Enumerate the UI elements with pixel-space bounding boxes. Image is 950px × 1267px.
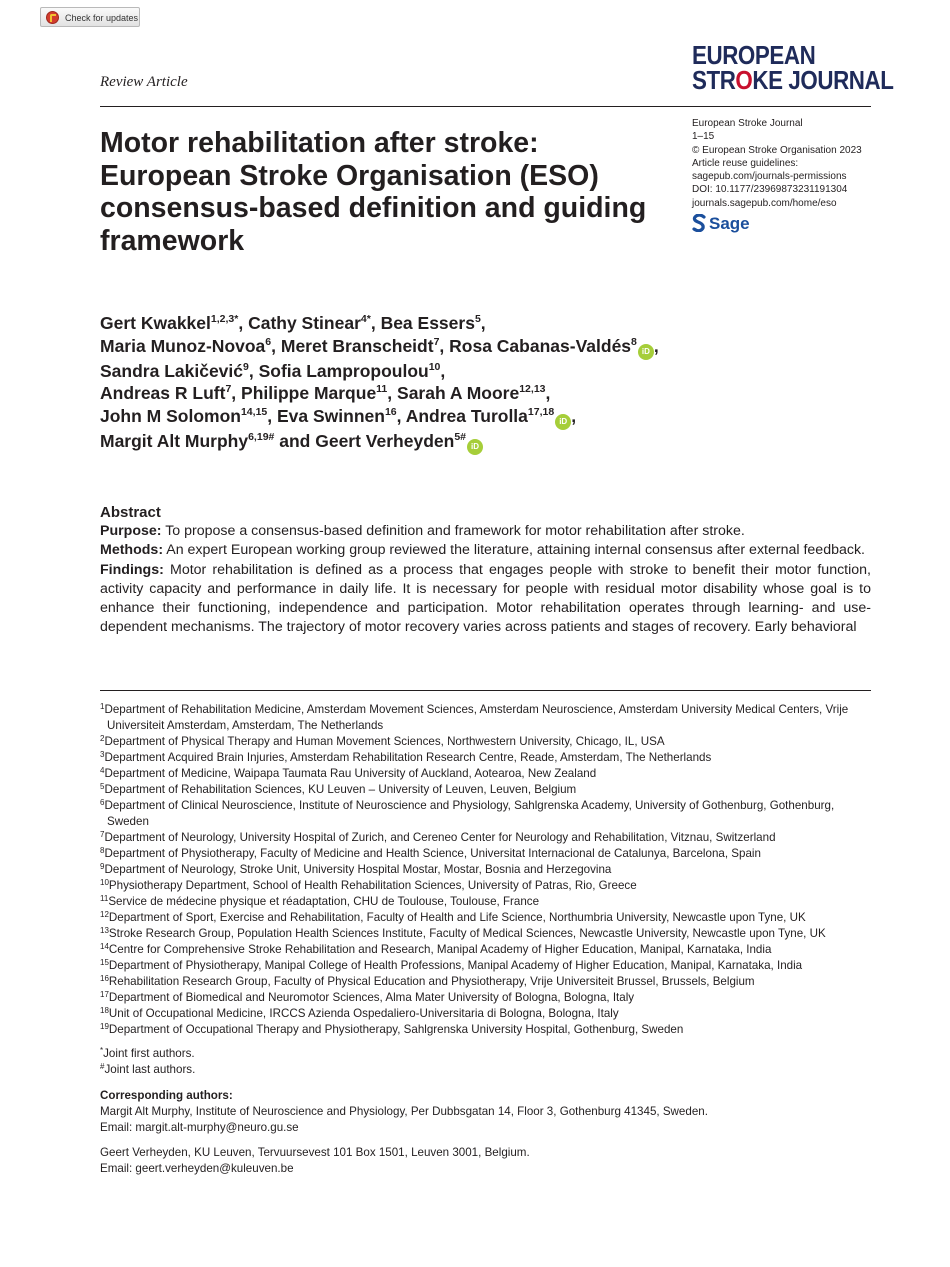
reuse-label: Article reuse guidelines: xyxy=(692,157,799,169)
author-separator: , xyxy=(480,313,486,333)
affiliation-number: 4 xyxy=(100,766,105,775)
author-affiliation-ref: 10 xyxy=(428,360,441,373)
publisher-logo xyxy=(692,214,750,234)
logo-part-a: STR xyxy=(692,65,736,95)
journal-logo xyxy=(692,40,894,95)
affiliation-item xyxy=(100,990,871,1006)
author-affiliation-ref: 16 xyxy=(384,405,397,418)
purpose-label: Purpose: xyxy=(100,523,162,540)
author-separator: and xyxy=(274,430,316,451)
author-separator: , xyxy=(231,383,242,404)
logo-part-red-o: O xyxy=(735,65,753,95)
orcid-icon[interactable]: iD xyxy=(638,344,654,360)
affiliation-text: Department of Physiotherapy, Faculty of Medicine and Health Science, Universitat Internacional de Catalunya, Barcelona, Spain xyxy=(104,847,761,860)
author-separator: , xyxy=(370,313,381,333)
author-affiliation-ref: 12,13 xyxy=(519,383,546,396)
affiliation-text: Stroke Research Group, Population Health Sciences Institute, Faculty of Medical Sciences, Newcastle University, Newcastle upon Tyne, UK xyxy=(108,927,826,940)
author-name: Andrea Turolla xyxy=(405,405,528,426)
affiliation-text: Department of Clinical Neuroscience, Institute of Neuroscience and Physiology, Sahlgrenska Academy, University of Gothenburg, Gothenburg, Sweden xyxy=(104,799,835,828)
article-title: Motor rehabilitation after stroke: European Stroke Organisation (ESO) consensus-based definition and guiding framework xyxy=(100,127,647,257)
author-line xyxy=(100,312,659,335)
affiliation-number: 7 xyxy=(100,830,105,839)
doi-link[interactable]: DOI: 10.1177/23969873231191304 xyxy=(692,184,848,196)
author-name: Cathy Stinear xyxy=(248,313,361,333)
affiliation-number: 13 xyxy=(100,926,109,935)
note-symbol: # xyxy=(100,1062,105,1071)
author-list xyxy=(100,312,659,455)
author-notes xyxy=(100,1046,195,1078)
article-type: Review Article xyxy=(100,74,188,90)
note-text: Joint last authors. xyxy=(104,1063,196,1076)
author-separator: , xyxy=(440,360,446,381)
author-name: Rosa Cabanas-Valdés xyxy=(449,335,632,356)
affiliation-text: Department of Occupational Therapy and Physiotherapy, Sahlgrenska University Hospital, Gothenburg, Sweden xyxy=(108,1023,684,1036)
corresponding-address-2: Geert Verheyden, KU Leuven, Tervuursevest 101 Box 1501, Leuven 3001, Belgium. xyxy=(100,1146,530,1159)
check-for-updates-label: Check for updates xyxy=(65,13,139,23)
author-separator: , xyxy=(571,405,577,426)
author-affiliation-ref: 9 xyxy=(243,360,249,373)
journal-home-link[interactable]: journals.sagepub.com/home/eso xyxy=(692,197,837,209)
purpose-text: To propose a consensus-based definition and framework for motor rehabilitation after stroke. xyxy=(165,523,745,540)
affiliation-item xyxy=(100,1006,871,1022)
check-for-updates-button[interactable] xyxy=(40,7,140,27)
author-separator: , xyxy=(238,313,249,333)
affiliation-text: Department of Medicine, Waipapa Taumata Rau University of Auckland, Aotearoa, New Zealand xyxy=(104,767,597,780)
affiliation-text: Physiotherapy Department, School of Health Rehabilitation Sciences, University of Patras, Rio, Greece xyxy=(108,879,637,892)
affiliation-text: Department of Biomedical and Neuromotor Sciences, Alma Mater University of Bologna, Bologna, Italy xyxy=(108,991,635,1004)
author-separator: , xyxy=(248,360,259,381)
permissions-link[interactable]: sagepub.com/journals-permissions xyxy=(692,171,847,183)
affiliation-item xyxy=(100,958,871,974)
affiliation-item xyxy=(100,846,871,862)
author-affiliation-ref: 11 xyxy=(376,383,388,396)
affiliation-number: 5 xyxy=(100,782,105,791)
author-name: Gert Kwakkel xyxy=(100,313,211,333)
footnote-divider xyxy=(100,690,871,691)
affiliation-item xyxy=(100,974,871,990)
affiliation-item xyxy=(100,910,871,926)
findings-label: Findings: xyxy=(100,561,164,578)
affiliation-item xyxy=(100,878,871,894)
author-separator: , xyxy=(545,383,551,404)
corresponding-heading: Corresponding authors: xyxy=(100,1089,233,1102)
affiliation-number: 3 xyxy=(100,750,105,759)
affiliation-list xyxy=(100,702,871,1038)
author-name: John M Solomon xyxy=(100,405,241,426)
abstract-heading: Abstract xyxy=(100,504,161,521)
affiliation-item xyxy=(100,1022,871,1038)
author-affiliation-ref: 7 xyxy=(225,383,232,396)
author-separator: , xyxy=(439,335,450,356)
author-line xyxy=(100,335,659,360)
affiliation-number: 9 xyxy=(100,862,105,871)
author-name: Geert Verheyden xyxy=(315,430,455,451)
methods-label: Methods: xyxy=(100,542,164,559)
abstract-findings xyxy=(100,561,871,638)
affiliation-text: Centre for Comprehensive Stroke Rehabilitation and Research, Manipal Academy of Higher Education, Manipal, Karnataka, India xyxy=(108,943,772,956)
affiliation-item xyxy=(100,942,871,958)
corresponding-email-2[interactable]: Email: geert.verheyden@kuleuven.be xyxy=(100,1162,294,1175)
author-name: Sarah A Moore xyxy=(397,383,520,404)
author-name: Andreas R Luft xyxy=(100,383,226,404)
author-line xyxy=(100,382,659,405)
author-affiliation-ref: 6,19# xyxy=(248,430,275,443)
author-affiliation-ref: 5 xyxy=(474,313,481,325)
affiliation-text: Rehabilitation Research Group, Faculty of Physical Education and Physiotherapy, Vrije Universiteit Brussel, Brussels, Belgium xyxy=(108,975,755,988)
abstract-purpose xyxy=(100,522,871,541)
affiliation-number: 2 xyxy=(100,734,105,743)
affiliation-number: 8 xyxy=(100,846,105,855)
affiliation-number: 11 xyxy=(100,894,109,903)
copyright: © European Stroke Organisation 2023 xyxy=(692,144,862,156)
affiliation-text: Service de médecine physique et réadaptation, CHU de Toulouse, Toulouse, France xyxy=(108,895,540,908)
affiliation-text: Department of Neurology, Stroke Unit, University Hospital Mostar, Mostar, Bosnia and Herzegovina xyxy=(104,863,612,876)
journal-logo-line2 xyxy=(692,65,894,95)
abstract-methods xyxy=(100,541,871,560)
author-name: Bea Essers xyxy=(380,313,475,333)
affiliation-text: Department of Physical Therapy and Human Movement Sciences, Northwestern University, Chicago, IL, USA xyxy=(104,735,665,748)
affiliation-text: Unit of Occupational Medicine, IRCCS Azienda Ospedaliero-Universitaria di Bologna, Bologna, Italy xyxy=(108,1007,619,1020)
affiliation-text: Department of Physiotherapy, Manipal College of Health Professions, Manipal Academy of Higher Education, Manipal, Karnataka, India xyxy=(108,959,803,972)
affiliation-number: 14 xyxy=(100,942,109,951)
author-name: Meret Branscheidt xyxy=(280,335,434,356)
affiliation-text: Department of Rehabilitation Sciences, KU Leuven – University of Leuven, Leuven, Belgium xyxy=(104,783,577,796)
affiliation-number: 17 xyxy=(100,990,109,999)
author-affiliation-ref: 7 xyxy=(433,335,440,348)
orcid-icon[interactable]: iD xyxy=(467,439,483,455)
author-name: Sofia Lampropoulou xyxy=(258,360,429,381)
crossmark-icon xyxy=(46,11,59,24)
author-separator: , xyxy=(653,335,659,356)
affiliation-number: 1 xyxy=(100,702,105,711)
affiliation-number: 10 xyxy=(100,878,109,887)
affiliation-item xyxy=(100,702,871,734)
author-line xyxy=(100,405,659,430)
note-text: Joint first authors. xyxy=(103,1047,195,1060)
author-line xyxy=(100,360,659,383)
affiliation-number: 19 xyxy=(100,1022,109,1031)
author-name: Eva Swinnen xyxy=(276,405,385,426)
author-separator: , xyxy=(396,405,406,426)
affiliation-item xyxy=(100,766,871,782)
affiliation-number: 15 xyxy=(100,958,109,967)
journal-info xyxy=(692,117,862,210)
author-affiliation-ref: 6 xyxy=(265,335,272,348)
affiliation-item xyxy=(100,798,871,830)
author-separator: , xyxy=(267,405,277,426)
affiliation-item xyxy=(100,750,871,766)
abstract xyxy=(100,503,871,637)
author-separator: , xyxy=(271,335,281,356)
logo-part-c: KE JOURNAL xyxy=(752,65,894,95)
journal-logo-line1: EUROPEAN xyxy=(692,40,816,70)
affiliation-item xyxy=(100,926,871,942)
corresponding-address-1: Margit Alt Murphy, Institute of Neuroscience and Physiology, Per Dubbsgatan 14, Floor 3, Gothenburg 41345, Sweden. xyxy=(100,1105,708,1118)
author-line xyxy=(100,430,659,455)
author-name: Sandra Lakičević xyxy=(100,360,243,381)
affiliation-number: 12 xyxy=(100,910,109,919)
author-affiliation-ref: 4* xyxy=(360,313,371,325)
affiliation-number: 6 xyxy=(100,798,105,807)
sage-icon xyxy=(692,214,706,232)
author-name: Philippe Marque xyxy=(241,383,377,404)
author-name: Margit Alt Murphy xyxy=(100,430,249,451)
affiliation-item xyxy=(100,862,871,878)
corresponding-authors xyxy=(100,1088,708,1177)
methods-text: An expert European working group reviewed the literature, attaining internal consensus after external feedback. xyxy=(166,542,865,559)
affiliation-number: 16 xyxy=(100,974,109,983)
findings-text: Motor rehabilitation is defined as a process that engages people with stroke to benefit their motor function, activity capacity and performance in daily life. It is necessary for people with residual motor disability whose goal is to enhance their functioning, independence and participation. Motor rehabilitation operates through learning- and use-dependent mechanisms. The trajectory of motor recovery varies across patients and stages of recovery. Early behavioral xyxy=(100,561,871,636)
author-affiliation-ref: 17,18 xyxy=(527,405,555,418)
affiliation-item xyxy=(100,830,871,846)
orcid-icon[interactable]: iD xyxy=(555,414,571,430)
author-note xyxy=(100,1062,195,1078)
affiliation-number: 18 xyxy=(100,1006,109,1015)
journal-name: European Stroke Journal xyxy=(692,118,803,129)
author-affiliation-ref: 5# xyxy=(454,430,467,443)
affiliation-item xyxy=(100,782,871,798)
affiliation-text: Department of Rehabilitation Medicine, Amsterdam Movement Sciences, Amsterdam Neuroscience, Amsterdam University Medical Centers, Vrije Universiteit Amsterdam, Amsterdam, The Netherlands xyxy=(104,703,849,732)
publisher-name: Sage xyxy=(709,214,750,233)
author-separator: , xyxy=(387,383,398,404)
page-range: 1–15 xyxy=(692,131,715,143)
affiliation-item xyxy=(100,894,871,910)
affiliation-text: Department of Sport, Exercise and Rehabilitation, Faculty of Health and Life Science, Northumbria University, Newcastle upon Tyne, UK xyxy=(108,911,806,924)
author-affiliation-ref: 14,15 xyxy=(240,405,268,418)
corresponding-email-1[interactable]: Email: margit.alt-murphy@neuro.gu.se xyxy=(100,1121,299,1134)
author-note xyxy=(100,1046,195,1062)
author-affiliation-ref: 1,2,3* xyxy=(210,313,239,325)
affiliation-text: Department of Neurology, University Hospital of Zurich, and Cereneo Center for Neurology and Rehabilitation, Vitznau, Switzerland xyxy=(104,831,776,844)
author-affiliation-ref: 8 xyxy=(631,335,637,348)
author-name: Maria Munoz-Novoa xyxy=(100,335,266,356)
header-divider xyxy=(100,106,871,107)
affiliation-text: Department Acquired Brain Injuries, Amsterdam Rehabilitation Research Centre, Reade, Amsterdam, The Netherlands xyxy=(104,751,712,764)
note-symbol: * xyxy=(100,1046,104,1055)
affiliation-item xyxy=(100,734,871,750)
